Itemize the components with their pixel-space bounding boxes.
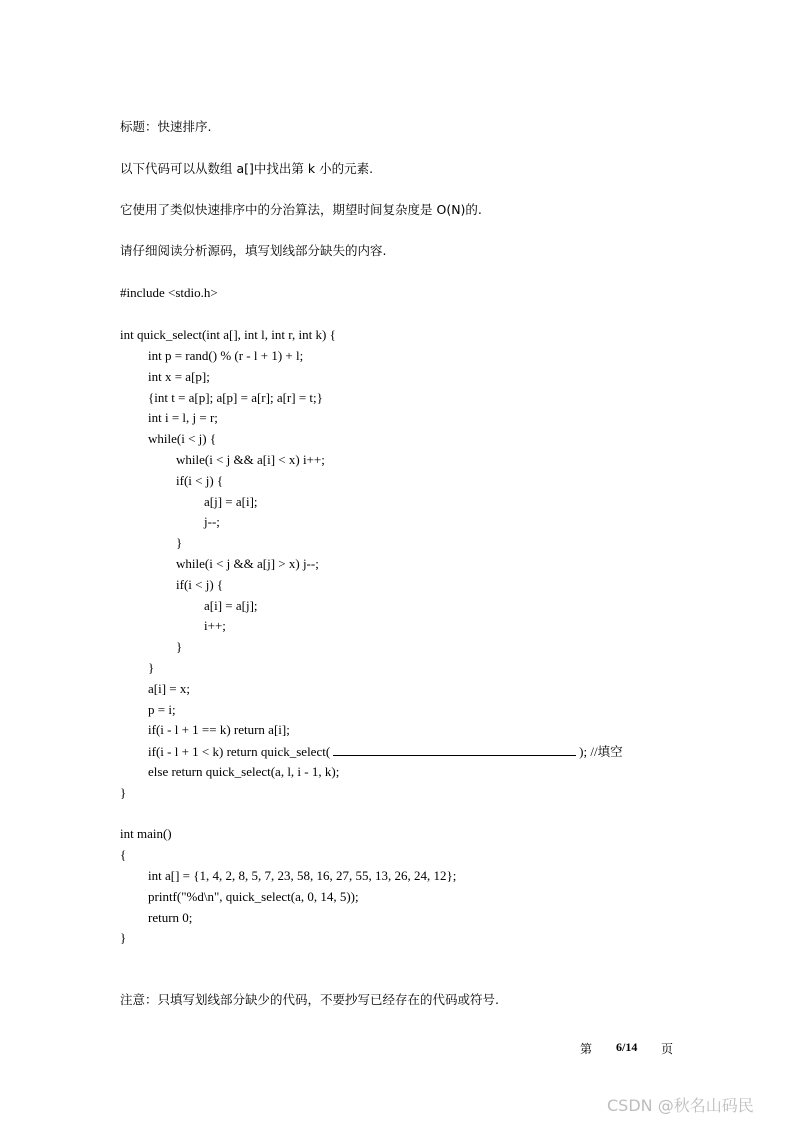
code-line: j--; <box>204 514 220 529</box>
code-line: int main() <box>120 826 172 841</box>
page-number: 6/14 <box>616 1040 638 1054</box>
code-line: p = i; <box>148 702 176 717</box>
code-line: else return quick_select(a, l, i - 1, k); <box>148 764 340 779</box>
code-line: a[i] = x; <box>148 681 190 696</box>
code-line: } <box>120 785 127 800</box>
code-line: while(i < j && a[i] < x) i++; <box>176 452 325 467</box>
code-line: while(i < j && a[j] > x) j--; <box>176 556 319 571</box>
code-line: if(i < j) { <box>176 577 224 592</box>
code-line: } <box>120 930 127 945</box>
code-line: a[j] = a[i]; <box>204 494 258 509</box>
code-line: int i = l, j = r; <box>148 410 218 425</box>
description-line-1: 以下代码可以从数组 a[]中找出第 k 小的元素. <box>120 161 374 176</box>
page-suffix: 页 <box>661 1042 674 1056</box>
code-text: if(i - l + 1 < k) return quick_select( <box>148 744 331 759</box>
code-line: i++; <box>204 618 226 633</box>
code-line: } <box>148 660 155 675</box>
problem-title: 标题：快速排序. <box>120 119 212 134</box>
page-prefix: 第 <box>580 1042 593 1056</box>
fill-in-blank[interactable] <box>333 743 576 756</box>
csdn-watermark: CSDN @秋名山码民 <box>607 1096 754 1115</box>
code-line: #include <stdio.h> <box>120 285 218 300</box>
code-line: } <box>176 535 183 550</box>
code-line: return 0; <box>148 910 193 925</box>
code-line: if(i < j) { <box>176 473 224 488</box>
code-text: ); // <box>579 744 598 759</box>
code-line: if(i - l + 1 == k) return a[i]; <box>148 722 290 737</box>
code-line: int quick_select(int a[], int l, int r, int k) { <box>120 327 336 342</box>
code-line: int p = rand() % (r - l + 1) + l; <box>148 348 304 363</box>
note-text: 注意：只填写划线部分缺少的代码，不要抄写已经存在的代码或符号. <box>120 992 499 1007</box>
code-line: int a[] = {1, 4, 2, 8, 5, 7, 23, 58, 16, 27, 55, 13, 26, 24, 12}; <box>148 868 457 883</box>
code-line: {int t = a[p]; a[p] = a[r]; a[r] = t;} <box>148 390 323 405</box>
code-line: while(i < j) { <box>148 431 217 446</box>
code-line-fill-blank <box>148 743 623 760</box>
code-line: } <box>176 639 183 654</box>
description-line-3: 请仔细阅读分析源码，填写划线部分缺失的内容. <box>120 243 387 258</box>
code-line: printf("%d\n", quick_select(a, 0, 14, 5)); <box>148 889 359 904</box>
fill-blank-comment: 填空 <box>597 744 623 759</box>
code-line: a[i] = a[j]; <box>204 598 258 613</box>
code-line: { <box>120 847 127 862</box>
description-line-2: 它使用了类似快速排序中的分治算法，期望时间复杂度是 O(N)的. <box>120 202 482 217</box>
code-line: int x = a[p]; <box>148 369 210 384</box>
